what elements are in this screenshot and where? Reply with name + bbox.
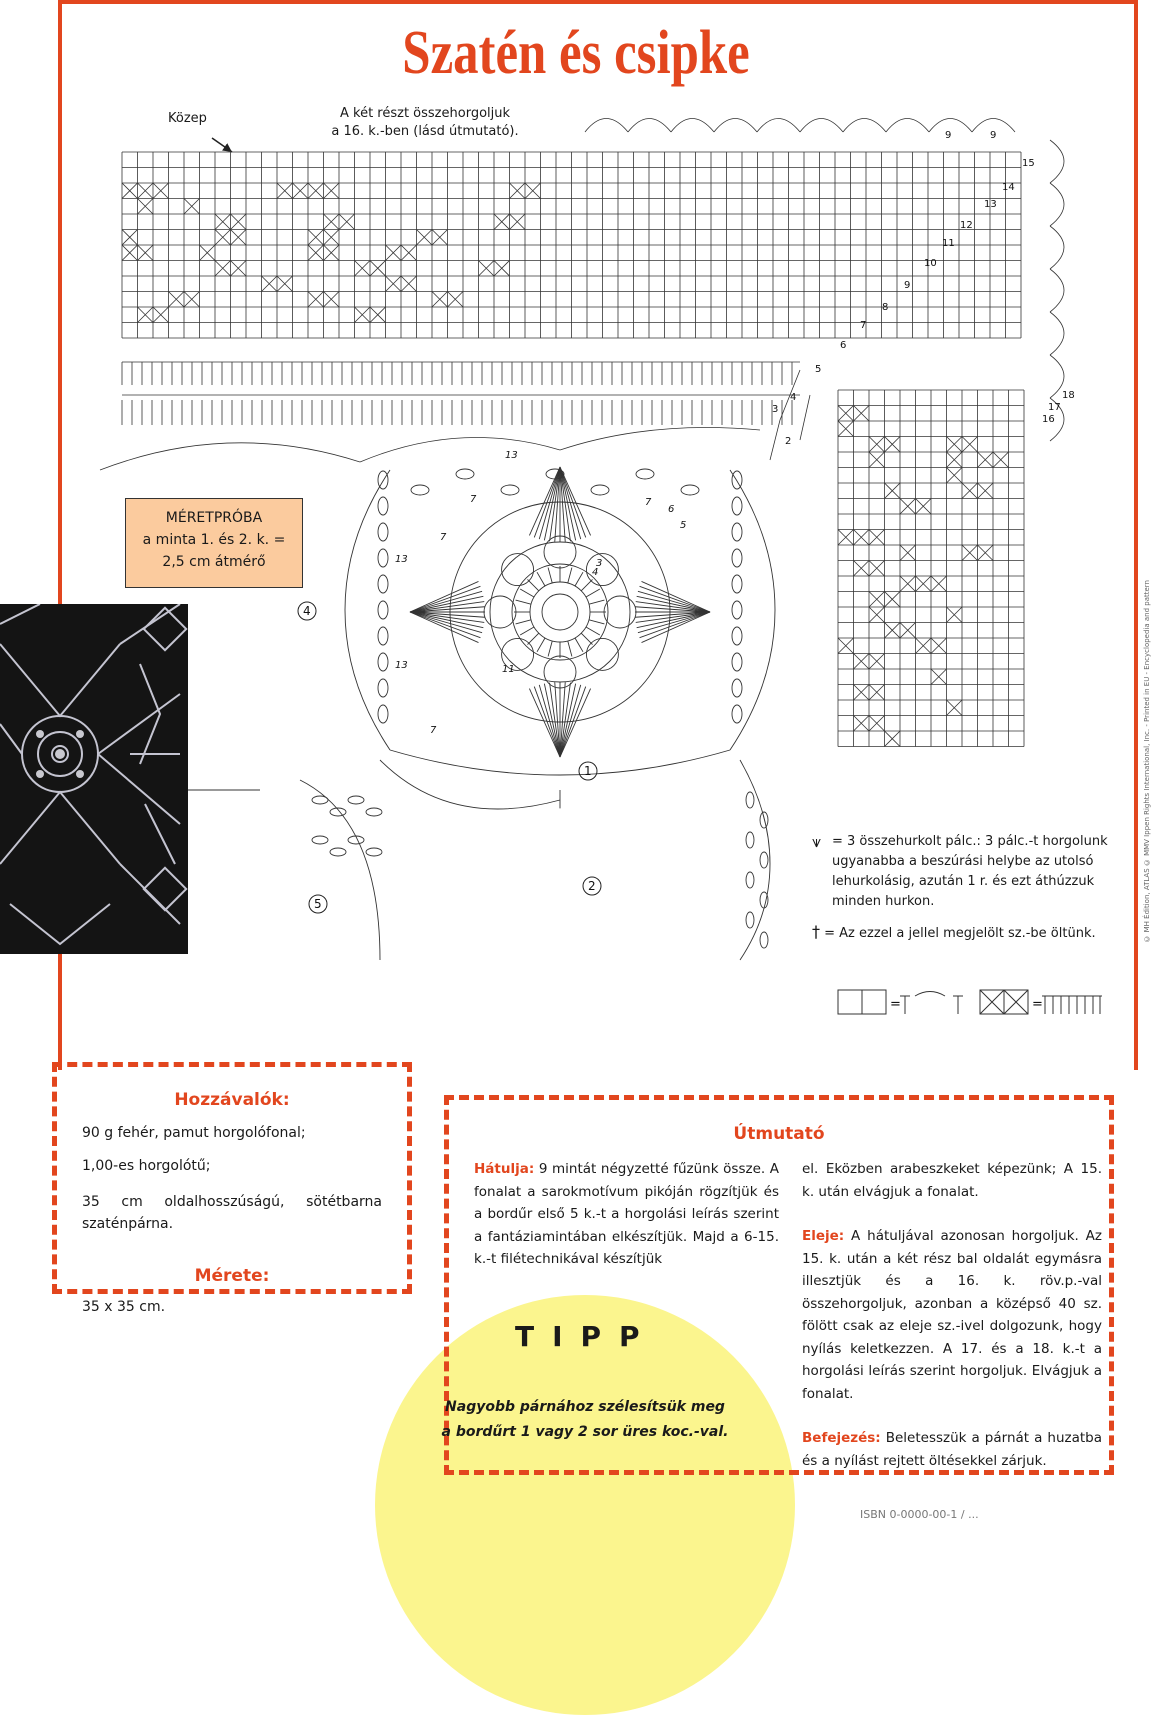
motif-number-label: 13 xyxy=(395,554,408,565)
motif-number-label: 7 xyxy=(645,497,652,508)
motif-number-label: 7 xyxy=(470,494,477,505)
legend-line3: lehurkolásig, azután 1 r. és ezt áthúzzuk xyxy=(832,874,1095,889)
motif-number-label: 13 xyxy=(505,450,518,461)
row-number-label: 9 xyxy=(990,130,997,141)
circled-number: 5 xyxy=(314,897,322,911)
circled-number: 1 xyxy=(584,764,592,778)
row-number-label: 10 xyxy=(924,258,937,269)
row-number-label: 4 xyxy=(790,392,797,403)
row-number-label: 16 xyxy=(1042,414,1055,425)
meretproba-box xyxy=(125,498,303,588)
hatulja-cont: el. Eközben arabeszkeket képezünk; A 15. k. után elvágjuk a fonalat. xyxy=(802,1161,1102,1200)
lace-photo xyxy=(0,604,188,954)
circled-number: 4 xyxy=(303,604,311,618)
legend-line4: minden hurkon. xyxy=(832,894,935,909)
row-number-label: 17 xyxy=(1048,402,1061,413)
copyright-sidebar: © MH Édition, ATLAS © MMV Ippen Rights International, Inc. - Printed in EU - Encyclopedia and pattern xyxy=(1143,580,1151,943)
hatulja-text: 9 mintát négyzetté fűzünk össze. A fonalat a sarokmotívum pikóján rögzítjük és a bordűr első 5 k.-t a horgolási leírás szerint a fantáziamintában elkészítjük. Majd a 6-15. k.-t filétechnikával készítjük xyxy=(474,1161,779,1267)
row-number-label: 5 xyxy=(815,364,822,375)
row-number-label: 3 xyxy=(772,404,779,415)
row-number-label: 6 xyxy=(840,340,847,351)
befejezes-text: Beletesszük a párnát a huzatba és a nyílást rejtett öltésekkel zárjuk. xyxy=(802,1430,1102,1469)
row-number-label: 8 xyxy=(882,302,889,313)
size-heading: Mérete: xyxy=(194,1266,270,1286)
legend-mark xyxy=(812,922,1096,941)
footer-code: ISBN 0-0000-00-1 / ... xyxy=(860,1508,979,1521)
top-note-line1: A két részt összehorgoljuk xyxy=(339,106,511,121)
meretproba-title: MÉRETPRÓBA xyxy=(165,510,263,526)
page-title: Szatén és csipke xyxy=(402,19,750,87)
kozep-label: Közep xyxy=(168,111,207,126)
circled-number: 2 xyxy=(588,879,596,893)
svg-text:=: = xyxy=(1032,997,1043,1012)
meretproba-line3: 2,5 cm átmérő xyxy=(162,554,266,570)
row-number-label: 9 xyxy=(945,130,952,141)
ingredient-item: 35 cm oldalhosszúságú, sötétbarna szaténpárna. xyxy=(82,1194,382,1232)
chart-number-labels xyxy=(395,130,1075,736)
tipp-text: Nagyobb párnához szélesítsük meg a bordűrt 1 vagy 2 sor üres koc.-val. xyxy=(441,1399,729,1440)
befejezes-label: Befejezés: xyxy=(802,1430,881,1446)
legend-cluster xyxy=(812,832,1112,912)
legend-squares xyxy=(838,990,1102,1014)
motif-number-label: 4 xyxy=(592,567,599,578)
lace-photo-drawing xyxy=(0,604,188,954)
motif-number-label: 13 xyxy=(395,660,408,671)
eleje-label: Eleje: xyxy=(802,1228,845,1244)
motif-number-label: 7 xyxy=(440,532,447,543)
motif-number-label: 6 xyxy=(668,504,675,515)
legend-line2: ugyanabba a beszúrási helybe az utolsó xyxy=(832,854,1094,869)
row-number-label: 14 xyxy=(1002,182,1015,193)
legend-line1: = 3 összehurkolt pálc.: 3 pálc.-t horgolunk xyxy=(832,834,1108,849)
eleje-text: A hátuljával azonosan horgoljuk. Az 15. k. után a két rész bal oldalát egymásra illesztjük és a 16. k. röv.p.-val összehorgoljuk, azonban a középső 40 sz. fölött csak az eleje sz.-ivel dolgozunk, hogy nyílás keletkezzen. A 17. és a 18. k.-t a horgolási leírás szerint horgoljuk. Elvágjuk a fonalat. xyxy=(802,1228,1102,1402)
instructions-col2 xyxy=(802,1158,1102,1472)
filled-blocks xyxy=(122,183,1009,747)
hatulja-label: Hátulja: xyxy=(474,1161,535,1177)
legend-line5: = Az ezzel a jellel megjelölt sz.-be öltünk. xyxy=(824,926,1096,941)
meretproba-line2: a minta 1. és 2. k. = xyxy=(142,532,286,548)
motif-number-label: 3 xyxy=(596,558,603,569)
row-number-label: 2 xyxy=(785,436,792,447)
ingredients-heading: Hozzávalók: xyxy=(174,1090,290,1110)
row-number-label: 13 xyxy=(984,199,997,210)
motif-number-label: 7 xyxy=(430,725,437,736)
row-number-label: 18 xyxy=(1062,390,1075,401)
size-value: 35 x 35 cm. xyxy=(82,1299,166,1315)
row-number-label: 9 xyxy=(904,280,911,291)
ingredient-item: 90 g fehér, pamut horgolófonal; xyxy=(82,1125,306,1141)
row-number-label: 11 xyxy=(942,238,955,249)
row-number-label: 12 xyxy=(960,220,973,231)
row-number-label: 7 xyxy=(860,320,867,331)
row-number-label: 15 xyxy=(1022,158,1035,169)
motif-number-label: 5 xyxy=(680,520,687,531)
top-note-line2: a 16. k.-ben (lásd útmutató). xyxy=(331,124,519,139)
motif-number-label: 11 xyxy=(502,664,515,675)
tipp-heading: TIPP xyxy=(515,1320,658,1353)
filet-grid-right xyxy=(838,390,1024,747)
scallop-edge xyxy=(100,119,1064,471)
ingredient-item: 1,00-es horgolótű; xyxy=(82,1158,211,1174)
svg-text:=: = xyxy=(890,997,901,1012)
instructions-col1 xyxy=(474,1158,779,1271)
circled-numbers xyxy=(298,602,601,913)
instructions-heading: Útmutató xyxy=(733,1124,825,1144)
cluster-symbol-icon: ⩛ xyxy=(812,832,822,851)
dagger-mark-icon: † xyxy=(812,922,820,941)
